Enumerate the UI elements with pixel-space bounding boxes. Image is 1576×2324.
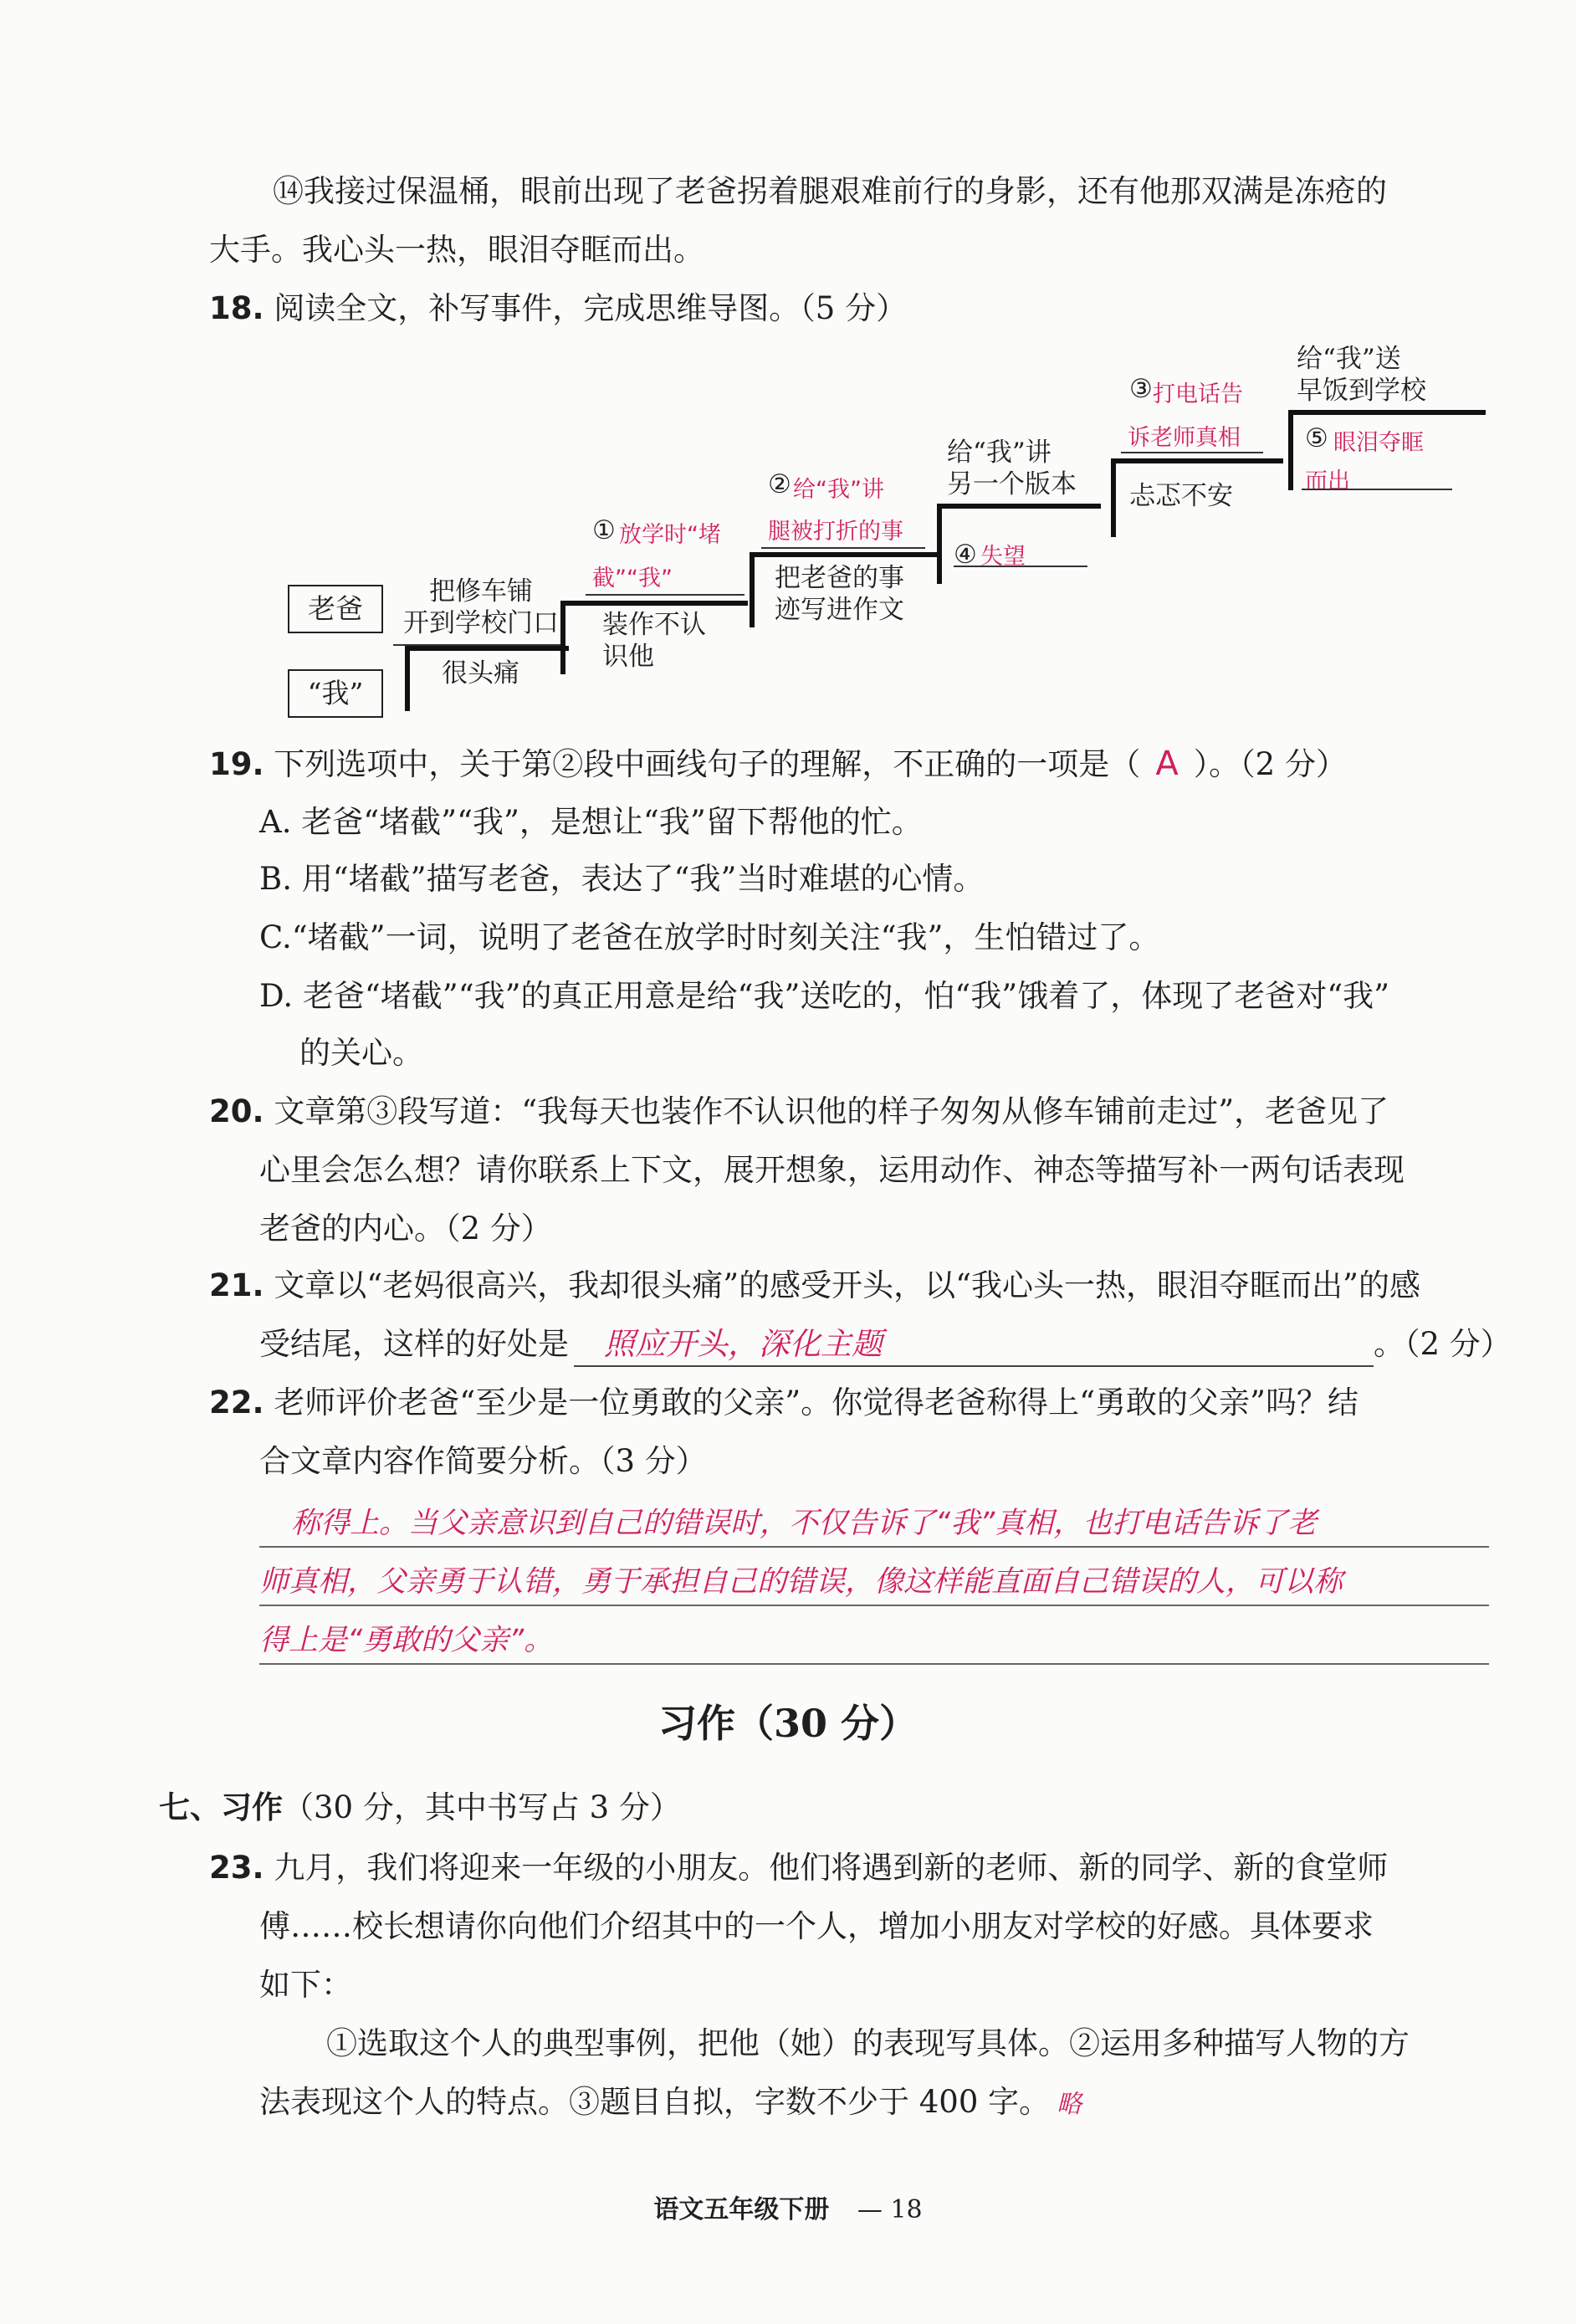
section-title: 习作（30 分） (658, 1701, 918, 1746)
question-number: 23. (209, 1850, 264, 1886)
answer-rule (259, 1546, 1489, 1548)
question-text: 文章以“老妈很高兴，我却很头痛”的感受开头，以“我心头一热，眼泪夺眶而出”的感 (274, 1267, 1420, 1303)
question-number: 21. (209, 1267, 264, 1303)
option-d-cont: 的关心。 (299, 1035, 423, 1071)
question-text: ①选取这个人的典型事例，把他（她）的表现写具体。②运用多种描写人物的方 (326, 2025, 1410, 2061)
question-21-line2: 受结尾，这样的好处是 照应开头，深化主题 。（2 分） (259, 1323, 1512, 1367)
step5-dad-answer-l1: 打电话告 (1153, 381, 1243, 407)
label-me: “我” (288, 669, 383, 718)
book-title: 语文五年级下册 (653, 2195, 830, 2224)
answer-rule (259, 1663, 1489, 1665)
question-text: 合文章内容作简要分析。（3 分） (259, 1443, 707, 1479)
answer-handwritten: 照应开头，深化主题 (604, 1326, 883, 1362)
step5-dad-answer-l2: 诉老师真相 (1128, 425, 1241, 451)
step6-dad: 给“我”送 早饭到学校 (1297, 344, 1426, 406)
question-19 (209, 743, 1347, 786)
question-21 (209, 1265, 1420, 1307)
step1-me: 很头痛 (442, 658, 519, 688)
step4-me-answer: 失望 (980, 544, 1026, 570)
question-23 (209, 1847, 1388, 1889)
step3-dad-answer-l1: 给“我”讲 (793, 477, 884, 503)
option-d: D. 老爸“堵截”“我”的真正用意是给“我”送吃的，怕“我”饿着了，体现了老爸对“我” (259, 978, 1390, 1014)
step3-rule (761, 547, 925, 549)
option-a: A. 老爸“堵截”“我”，是想让“我”留下帮他的忙。 (259, 804, 923, 840)
step2-dad-marker: ① (592, 515, 616, 545)
answer-handwritten: A (1155, 745, 1179, 783)
step6-me-marker: ⑤ (1305, 423, 1328, 453)
step4-me-marker: ④ (954, 540, 977, 570)
question-number: 20. (209, 1093, 264, 1129)
step2-me: 装作不认 识他 (602, 610, 706, 672)
step5-me: 忐忑不安 (1129, 481, 1233, 511)
question-23-line5: 法表现这个人的特点。③题目自拟，字数不少于 400 字。 略 (259, 2084, 1082, 2120)
step1-dad: 把修车铺 开到学校门口 (403, 576, 559, 638)
option-b: B. 用“堵截”描写老爸，表达了“我”当时难堪的心情。 (259, 861, 985, 897)
answer-line-2: 师真相，父亲勇于认错，勇于承担自己的错误，像这样能直面自己错误的人，可以称 (259, 1565, 1343, 1599)
option-c: C.“堵截”一词，说明了老爸在放学时时刻关注“我”，生怕错过了。 (259, 919, 1160, 955)
answer-rule (259, 1605, 1489, 1606)
page-footer (0, 2193, 1576, 2227)
part-label: 七、习作 (159, 1789, 283, 1825)
step3-me: 把老爸的事 迹写进作文 (775, 563, 904, 625)
step2-dad-answer-l2: 截”“我” (592, 566, 673, 591)
question-text: 九月，我们将迎来一年级的小朋友。他们将遇到新的老师、新的同学、新的食堂师 (274, 1850, 1389, 1886)
step3-dad-answer-l2: 腿被打折的事 (768, 519, 903, 545)
question-20 (209, 1091, 1389, 1133)
step6-rule (1302, 489, 1452, 490)
question-stem-end: ）。（2 分） (1193, 746, 1347, 782)
question-text: 心里会怎么想？请你联系上下文，展开想象，运用动作、神态等描写补一两句话表现 (259, 1152, 1405, 1188)
question-stem: 下列选项中，关于第②段中画线句子的理解，不正确的一项是（ (274, 746, 1141, 782)
question-18 (209, 288, 907, 330)
question-22 (209, 1382, 1359, 1424)
question-text: 如下： (259, 1967, 352, 2003)
question-text: 傅……校长想请你向他们介绍其中的一个人，增加小朋友对学校的好感。具体要求 (259, 1908, 1374, 1944)
answer-line-3: 得上是“勇敢的父亲”。 (259, 1624, 554, 1657)
step2-dad-answer-l1: 放学时“堵 (619, 522, 721, 548)
step5-rule (1121, 452, 1263, 453)
answer-handwritten: 略 (1057, 2090, 1082, 2119)
page-number: — 18 (857, 2195, 923, 2224)
passage-line: 大手。我心头一热，眼泪夺眶而出。 (209, 232, 704, 268)
step6-me-answer-l2: 而出 (1305, 468, 1350, 494)
label-dad: 老爸 (288, 585, 383, 633)
part-heading (159, 1787, 681, 1829)
step4-rule (954, 566, 1087, 567)
step2-rule (586, 594, 745, 596)
answer-line-1: 称得上。当父亲意识到自己的错误时，不仅告诉了“我”真相，也打电话告诉了老 (291, 1507, 1318, 1540)
passage-line: ⑭我接过保温桶，眼前出现了老爸拐着腿艰难前行的身影，还有他那双满是冻疮的 (273, 173, 1387, 209)
question-text: 老师评价老爸“至少是一位勇敢的父亲”。你觉得老爸称得上“勇敢的父亲”吗？结 (274, 1385, 1359, 1421)
step4-dad: 给“我”讲 另一个版本 (947, 438, 1077, 499)
part-note: （30 分，其中书写占 3 分） (283, 1789, 681, 1825)
question-number: 22. (209, 1385, 264, 1421)
question-number: 19. (209, 746, 264, 782)
answer-line (574, 1323, 1374, 1367)
question-text: 老爸的内心。（2 分） (259, 1211, 552, 1246)
step5-dad-marker: ③ (1129, 374, 1153, 404)
step6-me-answer-l1: 眼泪夺眶 (1333, 430, 1424, 456)
question-number: 18. (209, 290, 264, 326)
question-text: 文章第③段写道：“我每天也装作不认识他的样子匆匆从修车铺前走过”，老爸见了 (274, 1093, 1389, 1129)
step3-dad-marker: ② (768, 469, 791, 499)
question-text: 阅读全文，补写事件，完成思维导图。（5 分） (274, 290, 908, 326)
